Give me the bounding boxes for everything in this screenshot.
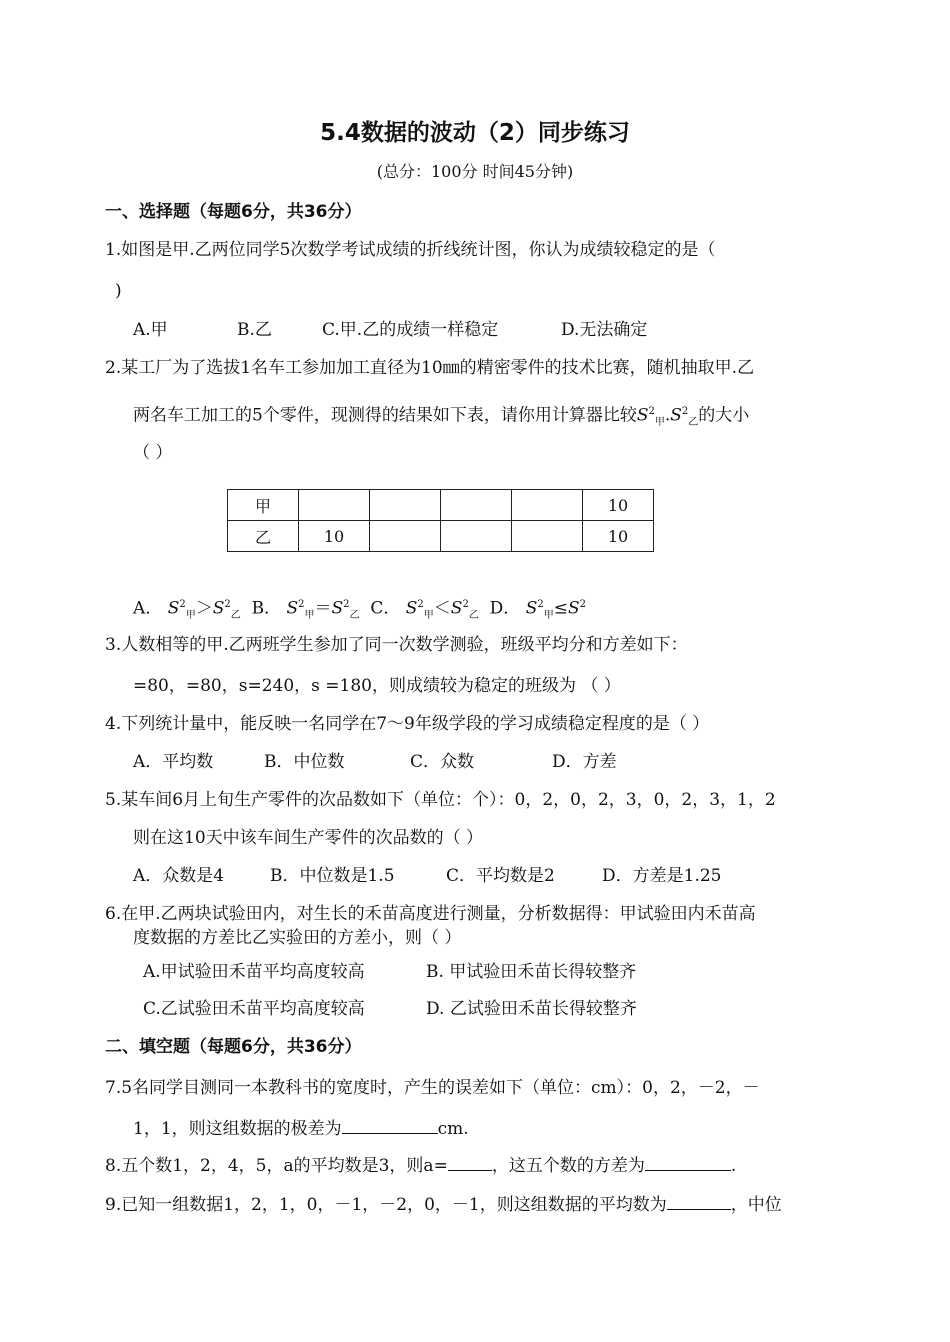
question-2-line-2-end: 的大小: [698, 405, 750, 426]
relation-symbol: ＜: [433, 598, 451, 619]
subscript-yi: 乙: [468, 610, 479, 622]
question-6-option-a: A.甲试验田禾苗平均高度较高: [143, 962, 365, 982]
question-6-option-b: B. 甲试验田禾苗长得较整齐: [426, 962, 637, 982]
variance-symbol: S: [405, 598, 418, 619]
question-5-option-b: B．中位数是1.5: [270, 866, 395, 886]
variance-symbol: S: [670, 405, 682, 426]
question-7-unit: cm.: [437, 1119, 469, 1139]
table-cell: [370, 490, 441, 521]
superscript-2: 2: [579, 599, 586, 610]
superscript-2: 2: [343, 599, 350, 610]
table-cell: 10: [583, 521, 654, 552]
variance-symbol: S: [286, 598, 299, 619]
question-1-option-c: C.甲.乙的成绩一样稳定: [322, 320, 499, 340]
question-2-answer-paren: （ ）: [133, 443, 173, 463]
question-4-line-1: 4.下列统计量中，能反映一名同学在7～9年级学段的学习成绩稳定程度的是（ ）: [105, 714, 710, 734]
table-row: [228, 521, 654, 552]
subscript-jia: 甲: [423, 610, 434, 622]
superscript-2: 2: [179, 599, 186, 610]
superscript-2: 2: [462, 599, 469, 610]
question-8-text-a: 8.五个数1，2，4，5，a的平均数是3，则a=: [105, 1156, 448, 1176]
table-cell: [512, 521, 583, 552]
variance-symbol: S: [567, 598, 580, 619]
question-1-option-a: A.甲: [133, 320, 168, 340]
question-1-line-1: 1.如图是甲.乙两位同学5次数学考试成绩的折线统计图，你认为成绩较稳定的是（: [105, 240, 716, 260]
relation-symbol: ＝: [314, 598, 332, 619]
question-1-line-2: ): [115, 281, 122, 301]
subscript-jia: 甲: [185, 610, 196, 622]
question-2-line-2-text: 两名车工加工的5个零件，现测得的结果如下表，请你用计算器比较: [133, 405, 637, 426]
answer-blank[interactable]: [342, 1116, 438, 1134]
question-9: [105, 1192, 782, 1217]
relation-symbol: ＞: [195, 598, 213, 619]
question-6-line-2: 度数据的方差比乙实验田的方差小，则（ ）: [133, 928, 462, 948]
table-cell: [512, 490, 583, 521]
question-9-text-b: ，中位: [730, 1195, 782, 1215]
subscript-jia: 甲: [543, 610, 554, 622]
question-1-option-b: B.乙: [237, 320, 272, 340]
page-subtitle: (总分：100分 时间45分钟): [376, 162, 574, 181]
table-cell: [299, 490, 370, 521]
question-2-line-2: [133, 400, 749, 435]
question-5-line-2: 则在这10天中该车间生产零件的次品数的（ ）: [133, 828, 484, 848]
question-2-line-1: 2.某工厂为了选拔1名车工参加加工直径为10㎜的精密零件的技术比赛，随机抽取甲.乙: [105, 358, 755, 378]
question-7-line-1: 7.5名同学目测同一本教科书的宽度时，产生的误差如下（单位：cm）：0，2，－2，－: [105, 1078, 760, 1098]
question-6-option-c: C.乙试验田禾苗平均高度较高: [143, 999, 365, 1019]
question-5-option-c: C．平均数是2: [446, 866, 555, 886]
question-3-line-2: =80，=80，s=240，s =180，则成绩较为稳定的班级为 （ ）: [133, 676, 621, 696]
superscript-2: 2: [224, 599, 231, 610]
relation-symbol: ≤: [553, 598, 568, 619]
question-6-option-d: D. 乙试验田禾苗长得较整齐: [426, 999, 637, 1019]
variance-symbol: S: [525, 598, 538, 619]
superscript-2: 2: [298, 599, 305, 610]
superscript-2: 2: [681, 406, 689, 417]
question-9-text-a: 9.已知一组数据1，2，1，0，－1，－2，0，－1，则这组数据的平均数为: [105, 1195, 667, 1215]
table-cell: 10: [583, 490, 654, 521]
question-2-option-b-label: B．: [251, 598, 282, 619]
variance-symbol: S: [167, 598, 180, 619]
superscript-2: 2: [417, 599, 424, 610]
measurement-table: [227, 489, 654, 552]
variance-symbol: S: [636, 405, 649, 426]
question-4-option-b: B．中位数: [264, 752, 345, 772]
question-2-option-d-label: D．: [489, 598, 521, 619]
table-row: [228, 490, 654, 521]
question-3-line-1: 3.人数相等的甲.乙两班学生参加了同一次数学测验，班级平均分和方差如下：: [105, 635, 688, 655]
table-cell: [441, 490, 512, 521]
question-6-line-1: 6.在甲.乙两块试验田内，对生长的禾苗高度进行测量，分析数据得：甲试验田内禾苗高: [105, 904, 756, 924]
separator-dot: .: [664, 405, 671, 426]
answer-blank[interactable]: [667, 1192, 731, 1210]
question-5-line-1: 5.某车间6月上旬生产零件的次品数如下（单位：个）：0，2，0，2，3，0，2，3，1，2: [105, 790, 776, 810]
question-5-option-a: A．众数是4: [133, 866, 225, 886]
question-8: [105, 1153, 736, 1178]
question-1-option-d: D.无法确定: [561, 320, 648, 340]
subscript-yi: 乙: [688, 417, 699, 429]
superscript-2: 2: [648, 406, 655, 417]
subscript-jia: 甲: [304, 610, 315, 622]
question-2-option-c-label: C．: [370, 598, 401, 619]
question-2-option-a-label: A．: [133, 598, 163, 619]
subscript-yi: 乙: [230, 610, 241, 622]
superscript-2: 2: [537, 599, 544, 610]
question-8-text-b: ，这五个数的方差为: [491, 1156, 645, 1176]
answer-blank[interactable]: [645, 1153, 731, 1171]
question-7-line-2-text: 1，1，则这组数据的极差为: [133, 1119, 342, 1139]
question-4-option-a: A．平均数: [133, 752, 214, 772]
question-4-option-c: C．众数: [410, 752, 475, 772]
section-heading-fill-in: 二、填空题（每题6分，共36分）: [105, 1037, 362, 1057]
table-cell: [370, 521, 441, 552]
variance-symbol: S: [450, 598, 463, 619]
question-8-text-c: .: [730, 1156, 737, 1176]
question-5-option-d: D．方差是1.25: [602, 866, 722, 886]
answer-blank[interactable]: [448, 1153, 492, 1171]
table-cell: 甲: [228, 490, 299, 521]
subscript-jia: 甲: [654, 417, 665, 429]
variance-symbol: S: [212, 598, 225, 619]
question-2-options: [133, 593, 586, 628]
table-cell: [441, 521, 512, 552]
subscript-yi: 乙: [349, 610, 360, 622]
question-4-option-d: D．方差: [552, 752, 617, 772]
table-cell: 10: [299, 521, 370, 552]
section-heading-choice: 一、选择题（每题6分，共36分）: [105, 202, 362, 222]
table-cell: 乙: [228, 521, 299, 552]
question-7-line-2: [133, 1116, 469, 1141]
variance-symbol: S: [331, 598, 344, 619]
page-title: 5.4数据的波动（2）同步练习: [320, 120, 630, 146]
